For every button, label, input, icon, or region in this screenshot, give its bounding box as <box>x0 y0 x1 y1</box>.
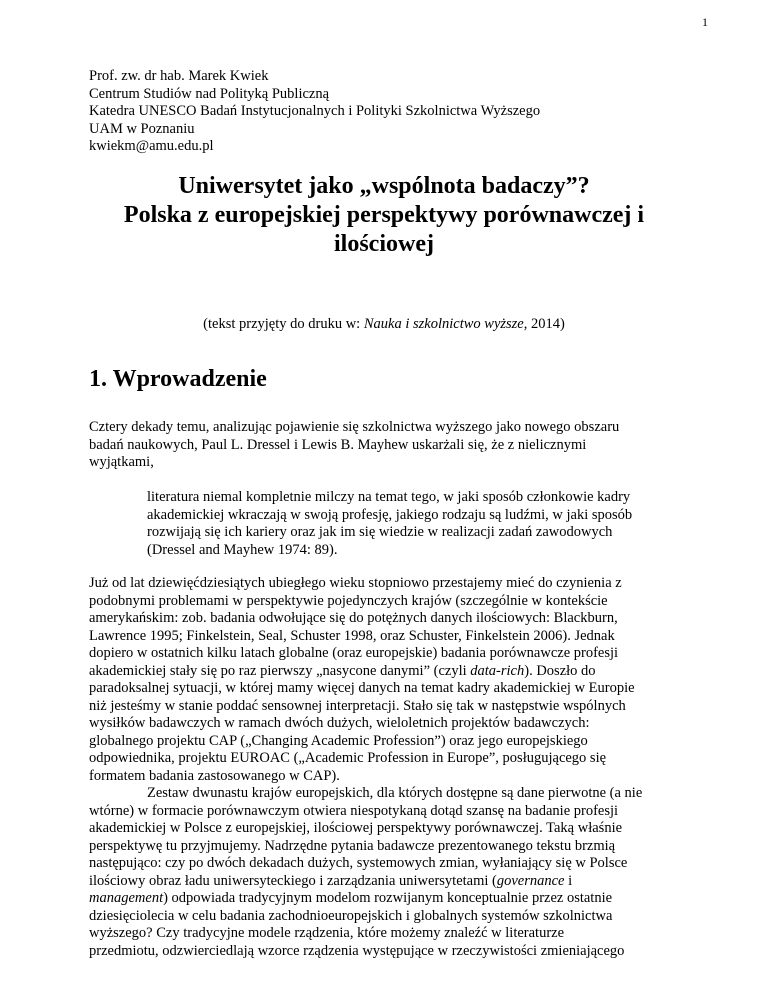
author-block <box>89 68 540 156</box>
text-span: ). Doszło do <box>524 662 596 679</box>
text-span: ilościowy obraz ładu uniwersyteckiego i zarządzania uniwersytetami ( <box>89 872 497 889</box>
text-line: niż jesteśmy w stanie poddać sensownej interpretacji. Stało się tak w następstwie wspólnych <box>89 697 626 714</box>
paragraph-main <box>89 575 642 960</box>
quote-line: akademickiej wkraczają w swoją profesję, jakiego rodzaju są ludźmi, w jaki sposób <box>147 506 633 523</box>
text-line <box>89 663 642 681</box>
quote-line: literatura niemal kompletnie milczy na temat tego, w jaki sposób członkowie kadry <box>147 489 631 505</box>
text-line: wyjątkami, <box>89 454 154 470</box>
quote-line: (Dressel and Mayhew 1974: 89). <box>147 541 338 558</box>
author-centre: Centrum Studiów nad Polityką Publiczną <box>89 85 330 102</box>
document-title <box>60 172 708 259</box>
text-line: następująco: czy po dwóch dekadach dużych, systemowych zmian, wyłaniający się w Polsce <box>89 855 628 871</box>
paragraph-intro <box>89 419 619 472</box>
text-line: amerykańskim: zob. badania odwołujące się do potężnych danych ilościowych: Blackburn, <box>89 610 618 626</box>
text-span: akademickiej stały się po raz pierwszy „nasycone danymi” (czyli <box>89 662 471 679</box>
quote-line: rozwijają się ich kariery oraz jak im się wiedzie w realizacji zadań zawodowych <box>147 524 613 540</box>
title-line: Uniwersytet jako „wspólnota badaczy”? <box>178 173 590 199</box>
text-line: akademickiej w Polsce z europejskiej, ilościowej perspektywy porównawczej. Taką właśnie <box>89 820 623 836</box>
text-line: Cztery dekady temu, analizując pojawienie się szkolnictwa wyższego jako nowego obszaru <box>89 419 620 435</box>
publication-note <box>60 316 708 333</box>
author-department: Katedra UNESCO Badań Instytucjonalnych i Polityki Szkolnictwa Wyższego <box>89 103 541 119</box>
title-line: Polska z europejskiej perspektywy porównawczej i <box>123 202 645 228</box>
text-line: dopiero w ostatnich kilku latach globalne (oraz europejskie) badania porównawcze profesji <box>89 645 619 661</box>
block-quote <box>147 489 632 559</box>
author-university: UAM w Poznaniu <box>89 120 195 137</box>
text-line: perspektywę tu przyjmujemy. Nadrzędne pytania badawcze prezentowanego tekstu brzmią <box>89 837 616 854</box>
text-line <box>89 890 642 908</box>
text-span: i <box>564 872 573 889</box>
text-span: ) odpowiada tradycyjnym modelom rozwijanym konceptualnie przez ostatnie <box>163 890 613 906</box>
text-line <box>89 873 642 891</box>
text-line: badań naukowych, Paul L. Dressel i Lewis B. Mayhew uskarżali się, że z nielicznymi <box>89 436 587 453</box>
page-number: 1 <box>702 15 708 29</box>
publication-note-prefix: (tekst przyjęty do druku w: <box>203 316 364 332</box>
text-line: dziesięciolecia w celu badania zachodnioeuropejskich i globalnych systemów szkolnictwa <box>89 907 613 924</box>
text-line: Zestaw dwunastu krajów europejskich, dla których dostępne są dane pierwotne (a nie <box>147 785 643 801</box>
author-name: Prof. zw. dr hab. Marek Kwiek <box>89 68 269 84</box>
text-line: przedmiotu, odzwierciedlają wzorce rządzenia występujące w rzeczywistości zmieniającego <box>89 942 625 959</box>
text-line: wysiłków badawczych w ramach dwóch dużych, wieloletnich projektów badawczych: <box>89 715 590 731</box>
publication-note-suffix: , 2014) <box>523 316 565 332</box>
section-heading: 1. Wprowadzenie <box>89 366 267 392</box>
text-line: Lawrence 1995; Finkelstein, Seal, Schuster 1998, oraz Schuster, Finkelstein 2006). Jednak <box>89 627 615 644</box>
text-line: Już od lat dziewięćdziesiątych ubiegłego wieku stopniowo przestajemy mieć do czynienia z <box>89 575 622 591</box>
author-email: kwiekm@amu.edu.pl <box>89 138 214 154</box>
text-line: odpowiednika, projektu EUROAC („Academic Profession in Europe”, posługującego się <box>89 750 607 766</box>
emphasis-data-rich: data-rich <box>470 662 525 679</box>
text-line: wyższego? Czy tradycyjne modele rządzenia, które możemy znaleźć w literaturze <box>89 925 565 941</box>
emphasis-governance: governance <box>496 872 565 889</box>
text-line: formatem badania zastosowanego w CAP). <box>89 767 340 784</box>
text-line: podobnymi problemami w perspektywie pojedynczych krajów (szczególnie w kontekście <box>89 592 608 609</box>
journal-name: Nauka i szkolnictwo wyższe <box>363 316 524 332</box>
emphasis-management: management <box>89 890 164 906</box>
title-line: ilościowej <box>334 231 434 257</box>
text-line: paradoksalnej sytuacji, w której mamy więcej danych na temat kadry akademickiej w Europie <box>89 680 635 696</box>
text-line: globalnego projektu CAP („Changing Academic Profession”) oraz jego europejskiego <box>89 732 588 749</box>
text-line: wtórne) w formacie porównawczym otwiera niespotykaną dotąd szansę na badanie profesji <box>89 802 619 819</box>
